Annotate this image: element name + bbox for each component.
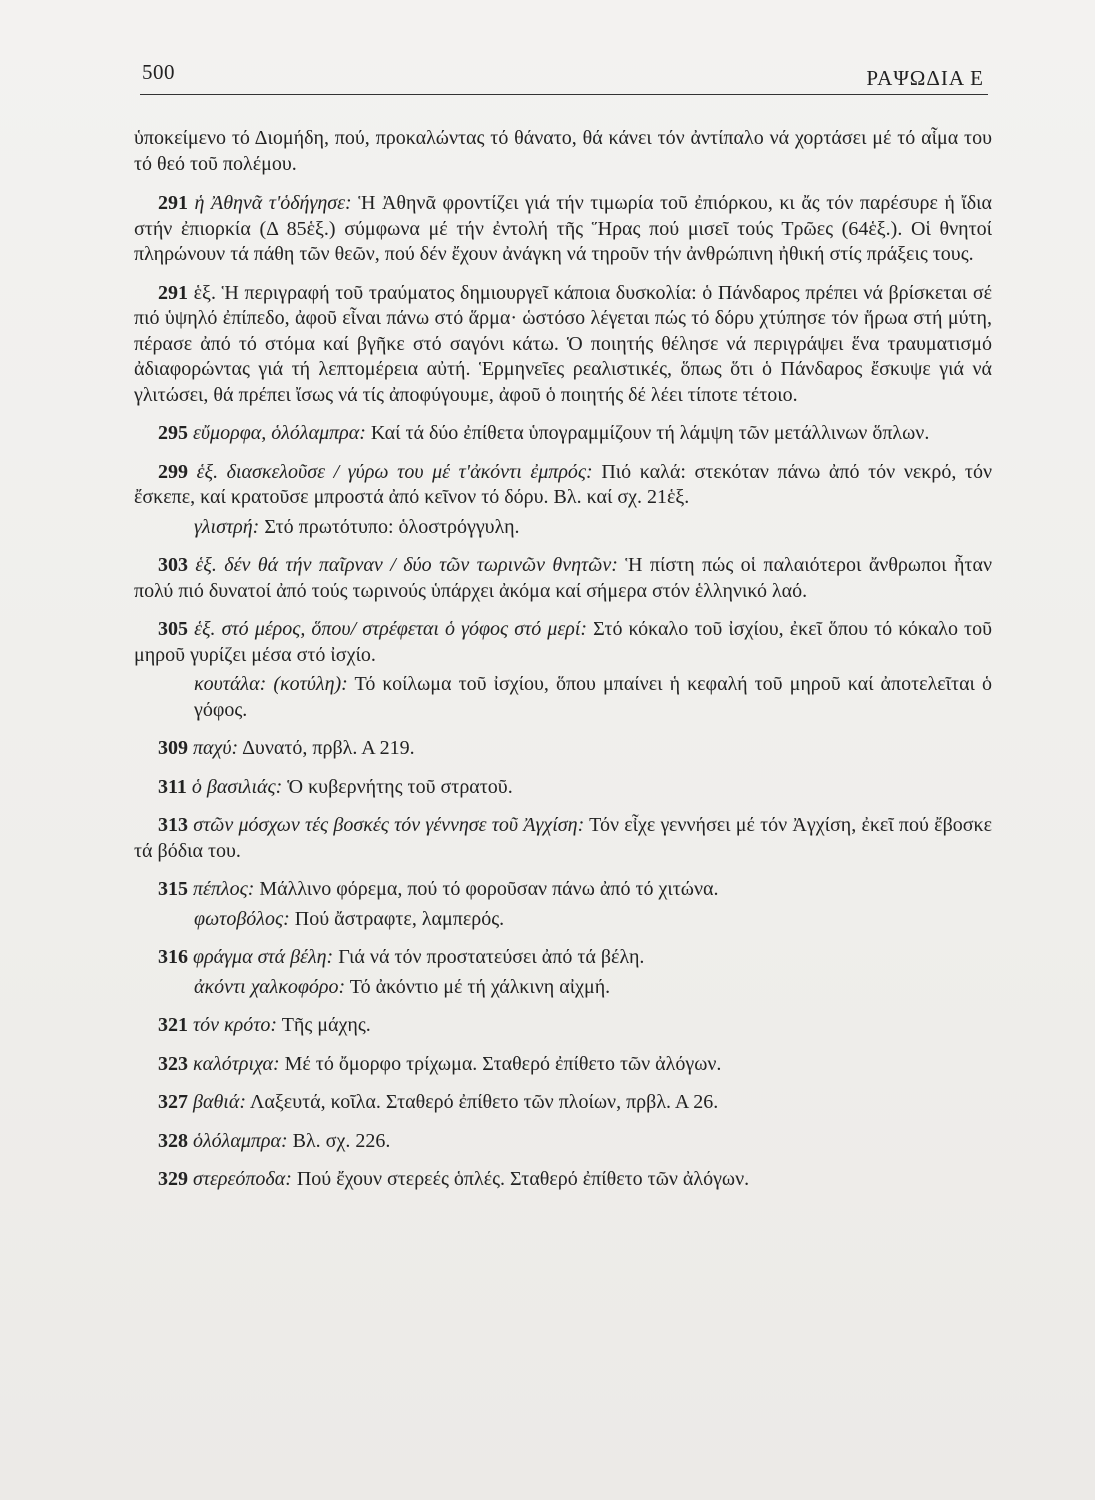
- line-number: 315: [158, 878, 188, 900]
- commentary-entry: [134, 421, 992, 447]
- commentary-subentry: [134, 975, 992, 1001]
- commentary-entry: [134, 877, 992, 903]
- lemma: ἑξ. δέν θά τήν παῖρναν / δύο τῶν τωρινῶν θνητῶν:: [195, 554, 618, 576]
- lemma: στερεόποδα:: [193, 1168, 292, 1190]
- entry-text: Καί τά δύο ἐπίθετα ὑπογραμμίζουν τή λάμψη τῶν μετάλλινων ὅπλων.: [370, 422, 930, 444]
- lemma: καλότριχα:: [193, 1052, 280, 1075]
- line-number: 303: [158, 554, 188, 576]
- entry-text: Ὁ κυβερνήτης τοῦ στρατοῦ.: [287, 775, 513, 798]
- entry-text: ὑποκείμενο τό Διομήδη, πού, προκαλώντας τό θάνατο, θά κάνει τόν ἀντίπαλο νά χορτάσει μέ τό αἷμα του τό θεό τοῦ πολέμου.: [134, 127, 992, 175]
- commentary-entry: [134, 1052, 992, 1078]
- entry-text: Τόν εἶχε γεννήσει μέ τόν Ἀγχίση, ἐκεῖ πού ἔβοσκε τά βόδια του.: [134, 814, 993, 862]
- line-number: 328: [158, 1129, 188, 1152]
- line-number: 311: [158, 775, 187, 798]
- lemma: βαθιά:: [193, 1091, 246, 1113]
- lemma: ὁλόλαμπρα:: [193, 1129, 288, 1152]
- entry-text: Μάλλινο φόρεμα, πού τό φοροῦσαν πάνω ἀπό τό χιτώνα.: [259, 878, 719, 900]
- line-number: 316: [158, 946, 188, 968]
- lemma: πέπλος:: [193, 878, 255, 900]
- commentary-entry: [134, 1129, 992, 1155]
- page-header: [140, 52, 988, 95]
- entry-text: Πού ἔχουν στερεές ὁπλές. Σταθερό ἐπίθετο τῶν ἀλόγων.: [296, 1168, 750, 1190]
- entry-text: Μέ τό ὄμορφο τρίχωμα. Σταθερό ἐπίθετο τῶν ἀλόγων.: [284, 1052, 722, 1075]
- line-number: 313: [158, 814, 188, 836]
- commentary-subentry: [134, 515, 992, 541]
- entry-text: Λαξευτά, κοῖλα. Σταθερό ἐπίθετο τῶν πλοίων, πρβλ. Α 26.: [249, 1091, 719, 1113]
- entry-text: Βλ. σχ. 226.: [292, 1129, 391, 1152]
- entry-text: Γιά νά τόν προστατεύσει ἀπό τά βέλη.: [338, 946, 645, 968]
- line-number: 321: [158, 1014, 188, 1036]
- line-number: 305: [158, 618, 188, 640]
- entry-text: Τό ἀκόντιο μέ τή χάλκινη αἰχμή.: [349, 975, 611, 998]
- lemma: ἡ Ἀθηνᾶ τ'ὁδήγησε:: [194, 192, 352, 214]
- commentary-entry: [134, 191, 992, 268]
- lemma: γλιστρή:: [194, 515, 260, 538]
- line-number: 309: [158, 737, 188, 759]
- line-number: 291: [158, 192, 188, 214]
- lemma: ἀκόντι χαλκοφόρο:: [194, 975, 346, 998]
- lemma: κουτάλα: (κοτύλη):: [194, 673, 348, 695]
- page-number: 500: [142, 60, 175, 84]
- entry-text: Πού ἄστραφτε, λαμπερός.: [294, 907, 505, 930]
- lemma: εὔμορφα, ὁλόλαμπρα:: [193, 422, 366, 444]
- lemma: φωτοβόλος:: [194, 907, 290, 930]
- line-number: 329: [158, 1168, 188, 1190]
- lemma: τόν κρότο:: [193, 1014, 278, 1036]
- commentary-entry: [134, 460, 992, 511]
- commentary-entry: [134, 553, 992, 604]
- lemma: παχύ:: [193, 737, 239, 759]
- entry-text: Πιό καλά: στεκόταν πάνω ἀπό τόν νεκρό, τόν ἔσκεπε, καί κρατοῦσε μπροστά ἀπό κεῖνον τό δόρυ. Βλ. καί σχ. 21ἑξ.: [134, 460, 993, 508]
- commentary-body: [134, 126, 992, 1206]
- lemma: ὁ βασιλιάς:: [191, 775, 283, 798]
- entry-text: Τῆς μάχης.: [281, 1014, 371, 1036]
- commentary-entry: [134, 813, 992, 864]
- commentary-entry: [134, 945, 992, 971]
- commentary-subentry: [134, 672, 992, 723]
- entry-text: Ἡ Ἀθηνᾶ φροντίζει γιά τήν τιμωρία τοῦ ἐπιόρκου, κι ἄς τόν παρέσυρε ἡ ἴδια στήν ἐπιορκία (Δ 85ἑξ.) σύμφωνα μέ τήν ἐντολή τῆς Ἥρας πού μισεῖ τούς Τρῶες (64ἑξ.). Οἱ θνητοί πληρώνουν τά πάθη τῶν θεῶν, πού δέν ἔχουν ἀνάγκη νά τηροῦν τήν ἀνθρώπινη ἠθική στίς πράξεις τους.: [134, 192, 993, 265]
- entry-text: Δυνατό, πρβλ. Α 219.: [242, 737, 415, 759]
- line-number: 323: [158, 1052, 188, 1075]
- entry-text: ἑξ. Ἡ περιγραφή τοῦ τραύματος δημιουργεῖ κάποια δυσκολία: ὁ Πάνδαρος πρέπει νά βρίσκεται σέ πιό ὑψηλό ἐπίπεδο, ἀφοῦ εἶναι πάνω στό ἅρμα· ὡστόσο λέγεται πώς τό δόρυ χτύπησε τόν ἥρωα στή μύτη, πέρασε ἀπό τό στόμα καί βγῆκε στό σαγόνι κάτω. Ὁ ποιητής θέλησε νά περιγράψει ἕνα τραυματισμό ἀδιαφορώντας γιά τή λεπτομέρεια αὐτή. Ἑρμηνεῖες ρεαλιστικές, ὅπως ὅτι ὁ Πάνδαρος ἔσκυψε γιά νά γλιτώσει, θά πρέπει ἴσως νά τίς ἀποφύγουμε, ἀφοῦ ὁ ποιητής δέ λέει τίποτε τέτοιο.: [134, 281, 993, 406]
- lemma: φράγμα στά βέλη:: [193, 946, 334, 968]
- entry-text: Ἡ πίστη πώς οἱ παλαιότεροι ἄνθρωποι ἦταν πολύ πιό δυνατοί ἀπό τούς τωρινούς ὑπάρχει ἀκόμα καί σήμερα στόν ἑλληνικό λαό.: [134, 554, 992, 602]
- entry-text: Στό πρωτότυπο: ὁλοστρόγγυλη.: [264, 515, 520, 538]
- commentary-entry: [134, 775, 992, 801]
- commentary-entry: [134, 126, 992, 177]
- line-number: 327: [158, 1091, 188, 1113]
- lemma: ἑξ. στό μέρος, ὅπου/ στρέφεται ὁ γόφος στό μερί:: [194, 618, 588, 640]
- entry-text: Τό κοίλωμα τοῦ ἰσχίου, ὅπου μπαίνει ἡ κεφαλή τοῦ μηροῦ καί ἀποτελεῖται ὁ γόφος.: [194, 673, 993, 721]
- commentary-entry: [134, 281, 992, 409]
- line-number: 299: [158, 460, 188, 483]
- commentary-entry: [134, 1090, 992, 1116]
- line-number: 295: [158, 422, 188, 444]
- line-number: 291: [158, 281, 188, 304]
- lemma: ἑξ. διασκελοῦσε / γύρω του μέ τ'ἀκόντι ἐμπρός:: [196, 460, 593, 483]
- commentary-entry: [134, 736, 992, 762]
- commentary-subentry: [134, 907, 992, 933]
- commentary-entry: [134, 1013, 992, 1039]
- commentary-entry: [134, 617, 992, 668]
- running-head: ΡΑΨΩΔΙΑ Ε: [866, 66, 984, 90]
- lemma: στῶν μόσχων τές βοσκές τόν γέννησε τοῦ Ἀγχίση:: [193, 814, 585, 836]
- entry-text: Στό κόκαλο τοῦ ἰσχίου, ἐκεῖ ὅπου τό κόκαλο τοῦ μηροῦ γυρίζει μέσα στό ἰσχίο.: [134, 618, 992, 666]
- commentary-entry: [134, 1167, 992, 1193]
